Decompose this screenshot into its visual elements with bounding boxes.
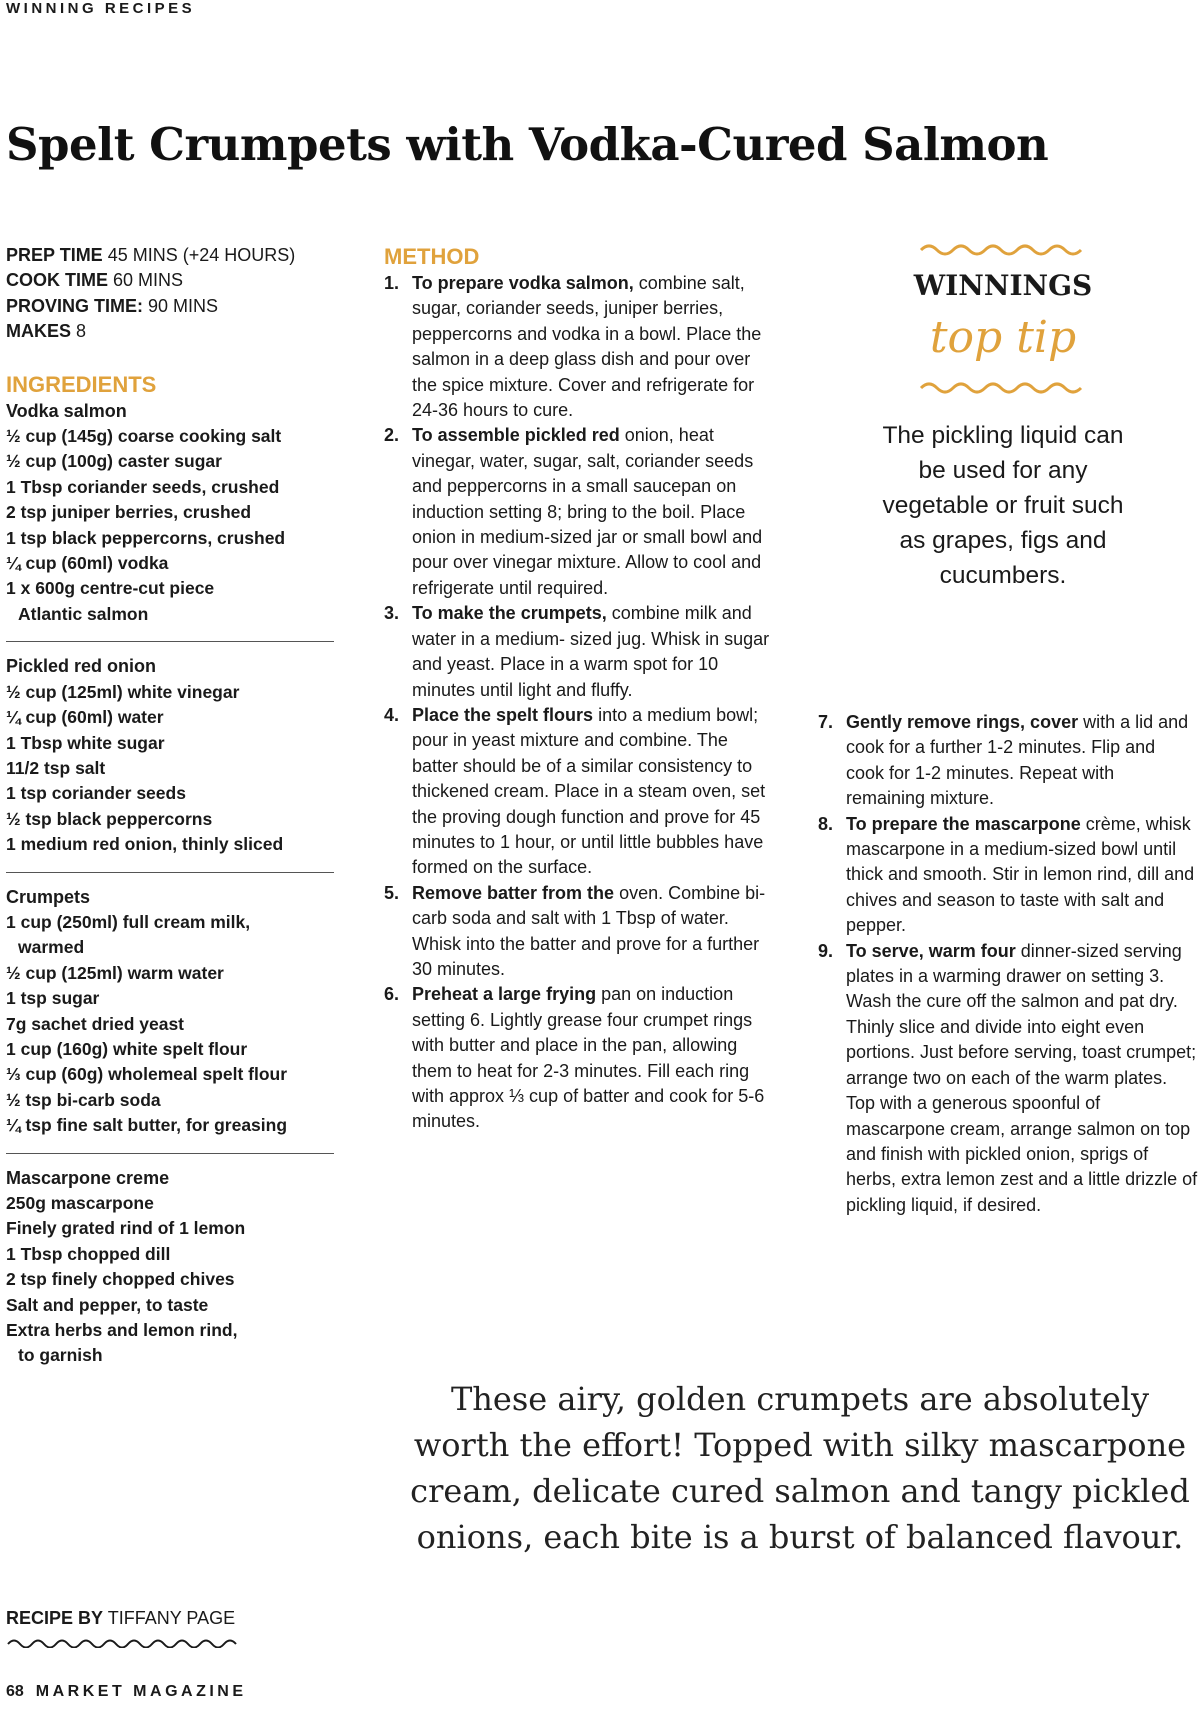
section-label: WINNING RECIPES [6,0,196,17]
ingredient-item: ¼ tsp fine salt butter, for greasing [6,1115,288,1136]
method-step: 7. Gently remove rings, cover with a lid and cook for a further 1-2 minutes. Flip and cook for 1-2 minutes. Repeat with remaining mixture. [818,712,1189,809]
ingredient-item: Salt and pepper, to taste [6,1294,209,1315]
wave-ornament-icon [921,384,1081,392]
method-heading: METHOD [384,244,480,269]
top-tip-box [878,240,1128,593]
ingredient-item: Extra herbs and lemon rind, [6,1320,238,1341]
meta-proving-time: PROVING TIME: 90 MINS [6,295,219,316]
ingredient-item: 1 Tbsp chopped dill [6,1243,171,1264]
ingredient-item: 1 Tbsp white sugar [6,732,165,753]
ingredient-item: ½ cup (100g) caster sugar [6,451,222,472]
ingredient-item: 1 cup (250ml) full cream milk, [6,911,251,932]
tip-text: The pickling liquid can be used for any vegetable or fruit such as grapes, figs and cucumbers. [882,422,1124,589]
brand-wordmark: WINNINGS [913,269,1093,302]
ingredient-group-title: Crumpets [6,886,91,907]
ingredient-item: ½ cup (125ml) white vinegar [6,681,240,702]
ingredient-item: ½ cup (145g) coarse cooking salt [6,426,282,447]
ingredient-item: warmed [18,937,85,958]
method-step: 9. To serve, warm four dinner-sized serving plates in a warming drawer on setting 3. Wash the cure off the salmon and pat dry. Thinly slice and divide into eight even portions. Just before serving, toast crumpet; arrange two on each of the warm plates. Top with a generous spoonful of mascarpone cream, arrange salmon on top and finish with pickled onion, sprigs of herbs, extra lemon zest and a little drizzle of pickling liquid, if desired. [818,940,1198,1215]
recipe-meta [6,243,334,345]
ingredient-item: Finely grated rind of 1 lemon [6,1218,246,1239]
method-step: 3. To make the crumpets, combine milk and water in a medium- sized jug. Whisk in sugar and yeast. Place in a warm spot for 10 minutes until light and fluffy. [384,603,770,700]
ingredient-item: 11/2 tsp salt [6,757,106,778]
ingredients-heading: INGREDIENTS [6,371,157,397]
magazine-name: MARKET MAGAZINE [35,1683,247,1700]
ingredient-item: 1 cup (160g) white spelt flour [6,1038,248,1059]
divider [6,872,334,873]
meta-prep-time: PREP TIME 45 MINS (+24 HOURS) [6,245,296,265]
pull-quote: These airy, golden crumpets are absolutely worth the effort! Topped with silky mascarpone cream, delicate cured salmon and tangy pickled onions, each bite is a burst of balanced flavour. [410,1380,1190,1556]
ingredient-item: ⅓ cup (60g) wholemeal spelt flour [6,1064,288,1085]
ingredient-item: Atlantic salmon [18,603,149,624]
wave-ornament-icon [921,246,1081,254]
ingredient-group-title: Vodka salmon [6,400,127,421]
ingredient-item: 2 tsp juniper berries, crushed [6,502,252,523]
method-step: 4. Place the spelt flours into a medium bowl; pour in yeast mixture and combine. The batter should be of a similar consistency to thickened cream. Place in a steam oven, set the proving dough function and prove for 45 minutes to 1 hour, or until little bubbles have formed on the surface. [384,704,766,878]
ingredient-item: 1 medium red onion, thinly sliced [6,834,284,855]
ingredient-item: 250g mascarpone [6,1193,154,1213]
ingredient-group-mascarpone-creme [6,1166,334,1369]
ingredient-group-title: Pickled red onion [6,656,157,677]
ingredient-item: 1 tsp coriander seeds [6,783,186,804]
meta-cook-time: COOK TIME 60 MINS [6,270,184,291]
top-tip-badge [903,240,1103,410]
recipe-title: Spelt Crumpets with Vodka-Cured Salmon [6,118,1049,171]
ingredient-item: 2 tsp finely chopped chives [6,1269,235,1290]
ingredient-item: to garnish [18,1345,103,1366]
method-column [384,243,774,1135]
divider [6,641,334,642]
ingredient-item: 7g sachet dried yeast [6,1013,184,1034]
ingredient-group-crumpets [6,885,334,1139]
ingredient-item: ½ tsp bi-carb soda [6,1089,161,1110]
method-step: 5. Remove batter from the oven. Combine bi-carb soda and salt with 1 Tbsp of water. Whisk into the batter and prove for a further 30 minutes. [384,882,766,979]
ingredient-item: ½ cup (125ml) warm water [6,962,224,983]
wave-divider-icon [6,1636,246,1648]
method-step: 1. To prepare vodka salmon, combine salt, sugar, coriander seeds, juniper berries, peppercorns and vodka in a bowl. Place the salmon in a deep glass dish and pour over the spice mixture. Cover and refrigerate for 24-36 hours to cure. [384,273,762,421]
method-step: 8. To prepare the mascarpone crème, whisk mascarpone in a medium-sized bowl until thick and smooth. Stir in lemon rind, dill and chives and season to taste with salt and pepper. [818,813,1195,936]
ingredient-group-vodka-salmon [6,399,334,628]
page-number: 68 [6,1683,24,1700]
ingredient-group-title: Mascarpone creme [6,1167,170,1188]
method-step: 6. Preheat a large frying pan on induction setting 6. Lightly grease four crumpet rings with butter and place in the pan, allowing them to heat for 2-3 minutes. Fill each ring with approx ⅓ cup of batter and cook for 5-6 minutes. [384,984,765,1132]
ingredient-item: ½ tsp black peppercorns [6,808,213,829]
ingredient-item: 1 tsp sugar [6,988,100,1009]
ingredient-item: ¼ cup (60ml) vodka [6,553,169,574]
top-tip-script: top tip [929,312,1077,363]
divider [6,1153,334,1154]
ingredient-group-pickled-red-onion [6,654,334,857]
ingredient-item: 1 x 600g centre-cut piece [6,578,215,599]
method-column-continued [818,710,1198,1218]
page-footer [6,1683,247,1701]
recipe-credit: RECIPE BY TIFFANY PAGE [6,1608,236,1628]
ingredient-item: ¼ cup (60ml) water [6,707,164,728]
method-step: 2. To assemble pickled red onion, heat vinegar, water, sugar, salt, coriander seeds and peppercorns in a small saucepan on induction setting 8; bring to the boil. Place onion in medium-sized jar or small bowl and pour over vinegar mixture. Allow to cool and refrigerate until required. [384,425,763,598]
ingredient-item: 1 tsp black peppercorns, crushed [6,527,286,548]
meta-makes: MAKES 8 [6,321,87,342]
ingredient-item: 1 Tbsp coriander seeds, crushed [6,476,280,497]
ingredients-column [6,243,334,1369]
